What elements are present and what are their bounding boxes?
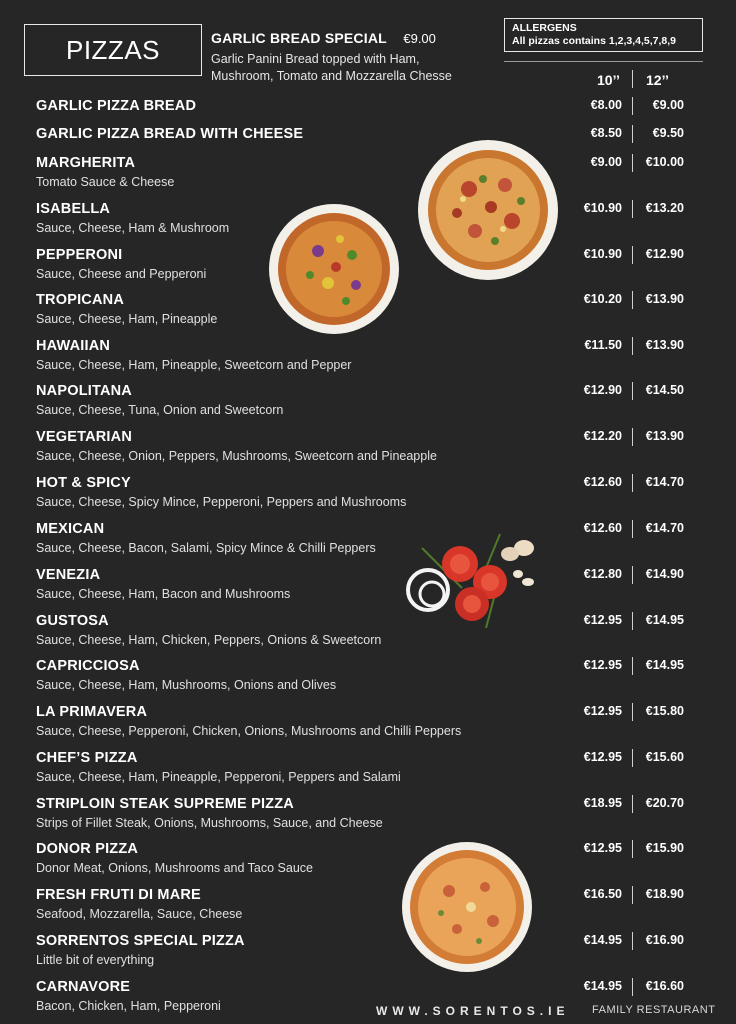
item-desc: Sauce, Cheese, Ham, Pineapple, Sweetcorn and Pepper (36, 358, 352, 372)
price-divider (632, 520, 633, 538)
item-name: HOT & SPICY (36, 475, 131, 491)
price-divider (632, 840, 633, 858)
price-12: €14.50 (645, 383, 684, 397)
price-divider (632, 703, 633, 721)
item-desc: Strips of Fillet Steak, Onions, Mushrooms, Sauce, and Cheese (36, 816, 383, 830)
size-12-header: 12’’ (646, 72, 669, 88)
menu-item (36, 932, 736, 969)
footer-tagline: FAMILY RESTAURANT (592, 1004, 716, 1016)
item-name: MARGHERITA (36, 155, 136, 171)
price-10: €11.50 (584, 338, 622, 352)
price-10: €18.95 (583, 796, 622, 810)
price-12: €13.90 (645, 338, 684, 352)
item-desc: Sauce, Cheese, Spicy Mince, Pepperoni, Peppers and Mushrooms (36, 495, 407, 509)
price-10: €10.90 (583, 201, 622, 215)
item-name: SORRENTOS SPECIAL PIZZA (36, 933, 245, 949)
price-10: €12.60 (583, 521, 622, 535)
price-10: €12.95 (583, 750, 622, 764)
price-12: €12.90 (645, 247, 684, 261)
price-divider (632, 795, 633, 813)
pizza-image (268, 203, 400, 335)
price-divider (632, 932, 633, 950)
menu-item (36, 886, 736, 923)
pizza-image (401, 841, 533, 973)
special-desc: Garlic Panini Bread topped with Ham, Mushroom, Tomato and Mozzarella Chesse (211, 52, 452, 83)
price-12: €13.90 (645, 292, 684, 306)
price-12: €15.90 (645, 841, 684, 855)
price-10: €14.95 (583, 933, 622, 947)
price-12: €14.70 (645, 521, 684, 535)
item-name: CAPRICCIOSA (36, 658, 140, 674)
item-name: PEPPERONI (36, 247, 123, 263)
pizza-image (417, 139, 559, 281)
price-divider (632, 125, 633, 143)
menu-item (36, 474, 736, 511)
price-12: €10.00 (645, 155, 684, 169)
tomato-onion-garnish (402, 528, 542, 632)
price-divider (632, 97, 633, 115)
menu-item (36, 125, 736, 143)
page-title: PIZZAS (24, 24, 202, 76)
price-divider (632, 566, 633, 584)
price-12: €14.95 (645, 658, 684, 672)
item-name: NAPOLITANA (36, 383, 132, 399)
price-12: €9.50 (652, 126, 684, 140)
item-name: GUSTOSA (36, 613, 109, 629)
allergens-text: All pizzas contains 1,2,3,4,5,7,8,9 (512, 35, 676, 47)
price-12: €16.60 (645, 979, 684, 993)
price-divider (632, 886, 633, 904)
item-name: FRESH FRUTI DI MARE (36, 887, 201, 903)
item-desc: Little bit of everything (36, 953, 155, 967)
price-10: €9.00 (590, 155, 622, 169)
price-12: €15.60 (645, 750, 684, 764)
item-desc: Sauce, Cheese, Ham, Mushrooms, Onions and Olives (36, 678, 337, 692)
price-divider (632, 291, 633, 309)
item-desc: Sauce, Cheese, Pepperoni, Chicken, Onions, Mushrooms and Chilli Peppers (36, 724, 462, 738)
menu-item (36, 382, 736, 419)
price-divider (632, 612, 633, 630)
price-12: €13.90 (645, 429, 684, 443)
item-desc: Donor Meat, Onions, Mushrooms and Taco Sauce (36, 861, 313, 875)
menu-item (36, 566, 736, 603)
price-10: €12.90 (583, 383, 622, 397)
item-desc: Sauce, Cheese, Bacon, Salami, Spicy Mince & Chilli Peppers (36, 541, 376, 555)
price-10: €8.50 (590, 126, 622, 140)
website-link[interactable]: WWW.SORENTOS.IE (376, 1004, 570, 1018)
item-desc: Sauce, Cheese, Ham & Mushroom (36, 221, 230, 235)
price-12: €14.95 (645, 613, 684, 627)
price-divider (632, 200, 633, 218)
item-desc: Seafood, Mozzarella, Sauce, Cheese (36, 907, 243, 921)
price-10: €12.95 (583, 613, 622, 627)
menu-item (36, 749, 736, 786)
item-name: LA PRIMAVERA (36, 704, 148, 720)
price-12: €16.90 (645, 933, 684, 947)
price-10: €12.60 (583, 475, 622, 489)
price-10: €14.95 (583, 979, 622, 993)
special-name: GARLIC BREAD SPECIAL (211, 30, 387, 46)
item-name: DONOR PIZZA (36, 841, 139, 857)
menu-item (36, 520, 736, 557)
item-name: HAWAIIAN (36, 338, 111, 354)
price-10: €12.95 (583, 704, 622, 718)
item-name: VENEZIA (36, 567, 101, 583)
item-desc: Bacon, Chicken, Ham, Pepperoni (36, 999, 221, 1013)
size-10-header: 10’’ (597, 72, 620, 88)
price-10: €12.80 (583, 567, 622, 581)
menu-item (36, 657, 736, 694)
price-10: €10.20 (583, 292, 622, 306)
price-12: €14.90 (645, 567, 684, 581)
menu-item (36, 612, 736, 649)
menu-item (36, 795, 736, 832)
price-divider (632, 474, 633, 492)
item-name: TROPICANA (36, 292, 124, 308)
price-10: €10.90 (583, 247, 622, 261)
item-desc: Sauce, Cheese, Onion, Peppers, Mushrooms, Sweetcorn and Pineapple (36, 449, 437, 463)
item-desc: Sauce, Cheese, Ham, Pineapple, Pepperoni, Peppers and Salami (36, 770, 401, 784)
item-name: STRIPLOIN STEAK SUPREME PIZZA (36, 796, 294, 812)
price-divider (632, 382, 633, 400)
price-divider (632, 978, 633, 996)
price-12: €20.70 (645, 796, 684, 810)
item-desc: Sauce, Cheese, Tuna, Onion and Sweetcorn (36, 403, 284, 417)
item-name: MEXICAN (36, 521, 105, 537)
price-10: €12.95 (583, 658, 622, 672)
item-name: ISABELLA (36, 201, 111, 217)
item-desc: Sauce, Cheese and Pepperoni (36, 267, 207, 281)
item-desc: Tomato Sauce & Cheese (36, 175, 175, 189)
price-divider (632, 337, 633, 355)
item-name: VEGETARIAN (36, 429, 132, 445)
price-10: €12.95 (583, 841, 622, 855)
item-name: GARLIC PIZZA BREAD WITH CHEESE (36, 126, 304, 142)
price-divider (632, 154, 633, 172)
menu-item (36, 428, 736, 465)
price-12: €18.90 (645, 887, 684, 901)
price-12: €15.80 (645, 704, 684, 718)
price-12: €13.20 (645, 201, 684, 215)
item-desc: Sauce, Cheese, Ham, Chicken, Peppers, Onions & Sweetcorn (36, 633, 382, 647)
price-divider (632, 657, 633, 675)
menu-item (36, 840, 736, 877)
divider (504, 61, 703, 62)
price-divider (632, 749, 633, 767)
menu-item (36, 337, 736, 374)
item-desc: Sauce, Cheese, Ham, Pineapple (36, 312, 218, 326)
item-name: CARNAVORE (36, 979, 131, 995)
price-divider (632, 428, 633, 446)
menu-item (36, 154, 736, 191)
price-divider (632, 246, 633, 264)
menu-item (36, 703, 736, 740)
item-name: GARLIC PIZZA BREAD (36, 98, 197, 114)
price-10: €12.20 (583, 429, 622, 443)
price-12: €14.70 (645, 475, 684, 489)
item-desc: Sauce, Cheese, Ham, Bacon and Mushrooms (36, 587, 291, 601)
garlic-bread-special (211, 30, 501, 85)
special-price: €9.00 (403, 31, 436, 46)
item-name: CHEF’S PIZZA (36, 750, 138, 766)
price-12: €9.00 (652, 98, 684, 112)
menu-item (36, 97, 736, 115)
price-10: €16.50 (583, 887, 622, 901)
size-divider (632, 70, 633, 88)
price-10: €8.00 (590, 98, 622, 112)
allergens-label: ALLERGENS (512, 22, 577, 34)
allergens-box (504, 18, 703, 52)
